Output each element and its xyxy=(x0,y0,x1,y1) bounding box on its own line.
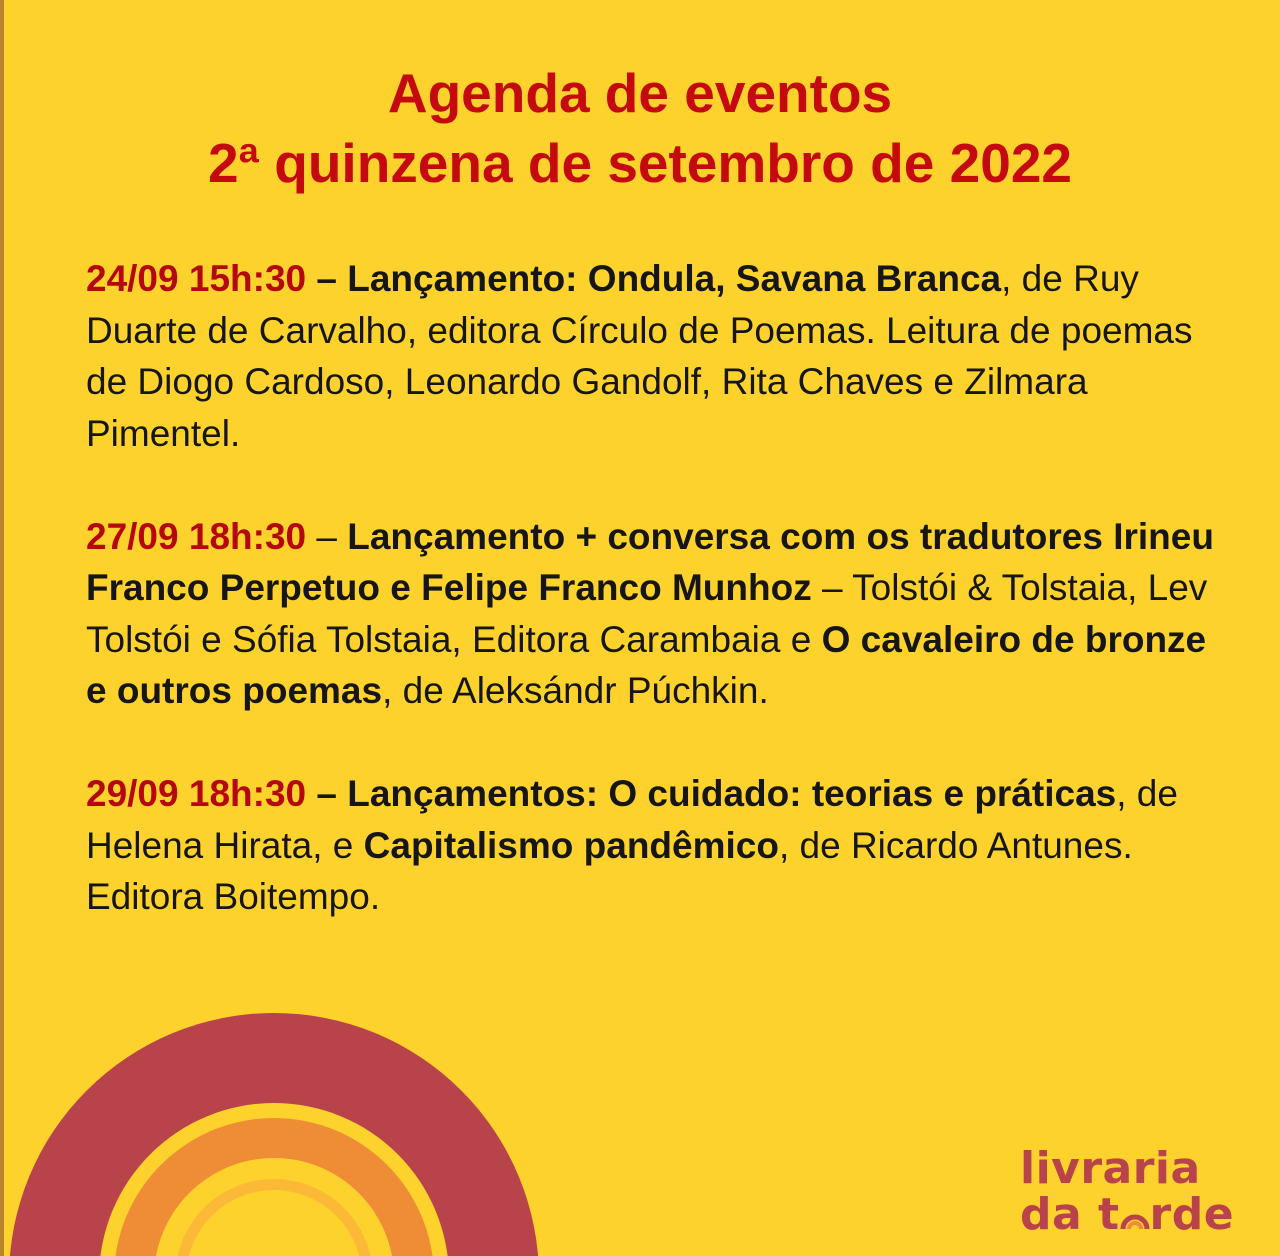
event-title: Lançamento + conversa com os tradutores Irineu Franco Perpetuo e Felipe Franco Munhoz xyxy=(86,515,1214,608)
event-text: – Tolstói & Tolstaia, Lev Tolstói e Sófia Tolstaia, Editora Carambaia e xyxy=(86,567,1208,660)
rainbow-arcs-decoration xyxy=(0,980,560,1256)
event-text xyxy=(306,773,316,814)
event-text: , de Aleksándr Púchkin. xyxy=(382,670,769,711)
logo-arc-icon xyxy=(1120,1192,1150,1220)
event-title: – Lançamentos: O cuidado: teorias e práticas xyxy=(316,773,1117,814)
event-datetime: 29/09 18h:30 xyxy=(86,773,307,814)
logo-text-a: da t xyxy=(1020,1189,1120,1240)
event-text: , de Ruy Duarte de Carvalho, editora Círculo de Poemas. Leitura de poemas de Diogo Cardoso, Leonardo Gandolf, Rita Chaves e Zilmara Pimentel. xyxy=(86,258,1193,454)
logo-text-b: rde xyxy=(1149,1189,1235,1240)
event-item xyxy=(86,253,1236,459)
event-text: , de Ricardo Antunes. Editora Boitempo. xyxy=(86,824,1133,917)
event-book-title: Capitalismo pandêmico xyxy=(363,824,779,866)
event-text xyxy=(306,258,316,299)
page-title xyxy=(0,58,1280,198)
livraria-da-tarde-logo xyxy=(1020,1143,1235,1240)
event-text: – xyxy=(306,515,348,557)
title-line-2: 2ª quinzena de setembro de 2022 xyxy=(208,132,1072,194)
event-book-title: O cavaleiro de bronze e outros poemas xyxy=(86,618,1207,711)
event-datetime: 24/09 15h:30 xyxy=(86,258,307,299)
event-text: , de Helena Hirata, e xyxy=(86,773,1178,866)
event-datetime: 27/09 18h:30 xyxy=(86,515,307,557)
event-item xyxy=(86,511,1236,717)
event-item xyxy=(86,768,1236,923)
logo-line-2 xyxy=(1020,1189,1235,1240)
logo-line-1: livraria xyxy=(1020,1143,1201,1194)
event-title: – Lançamento: Ondula, Savana Branca xyxy=(316,258,1002,299)
event-list xyxy=(86,253,1236,974)
title-line-1: Agenda de eventos xyxy=(387,62,893,124)
